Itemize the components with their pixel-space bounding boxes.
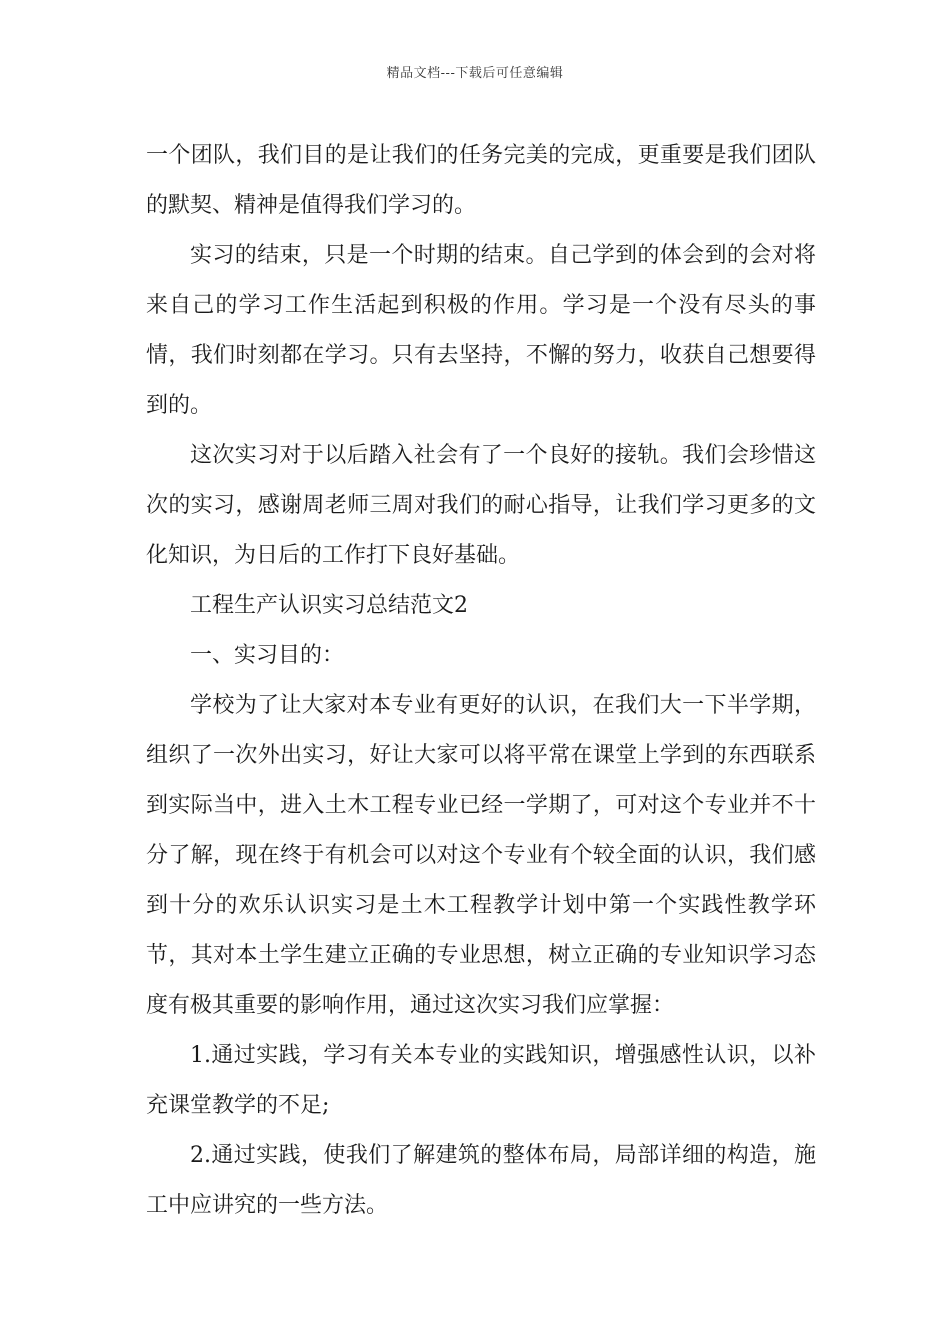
page-header: 精品文档---下载后可任意编辑 xyxy=(386,66,564,81)
paragraph-2: 实习的结束，只是一个时期的结束。自己学到的体会到的会对将来自己的学习工作生活起到积极的作用。学习是一个没有尽头的事情，我们时刻都在学习。只有去坚持，不懈的努力，收获自己想要得到的。 xyxy=(146,243,816,418)
paragraph-6: 学校为了让大家对本专业有更好的认识，在我们大一下半学期，组织了一次外出实习，好让大家可以将平常在课堂上学到的东西联系到实际当中，进入土木工程专业已经一学期了，可对这个专业并不十分了解，现在终于有机会可以对这个专业有个较全面的认识，我们感到十分的欢乐认识实习是土木工程教学计划中第一个实践性教学环节，其对本土学生建立正确的专业思想，树立正确的专业知识学习态度有极其重要的影响作用，通过这次实习我们应掌握： xyxy=(146,693,816,1018)
paragraph-3: 这次实习对于以后踏入社会有了一个良好的接轨。我们会珍惜这次的实习，感谢周老师三周对我们的耐心指导，让我们学习更多的文化知识，为日后的工作打下良好基础。 xyxy=(146,443,816,568)
subsection-heading: 一、实习目的： xyxy=(190,643,345,668)
list-item-1: 1.通过实践，学习有关本专业的实践知识，增强感性认识，以补充课堂教学的不足; xyxy=(146,1043,816,1118)
list-item-2: 2.通过实践，使我们了解建筑的整体布局，局部详细的构造，施工中应讲究的一些方法。 xyxy=(146,1143,816,1218)
document-body xyxy=(146,131,816,1231)
section-title: 工程生产认识实习总结范文2 xyxy=(190,593,468,618)
paragraph-1: 一个团队，我们目的是让我们的任务完美的完成，更重要是我们团队的默契、精神是值得我们学习的。 xyxy=(146,143,816,218)
